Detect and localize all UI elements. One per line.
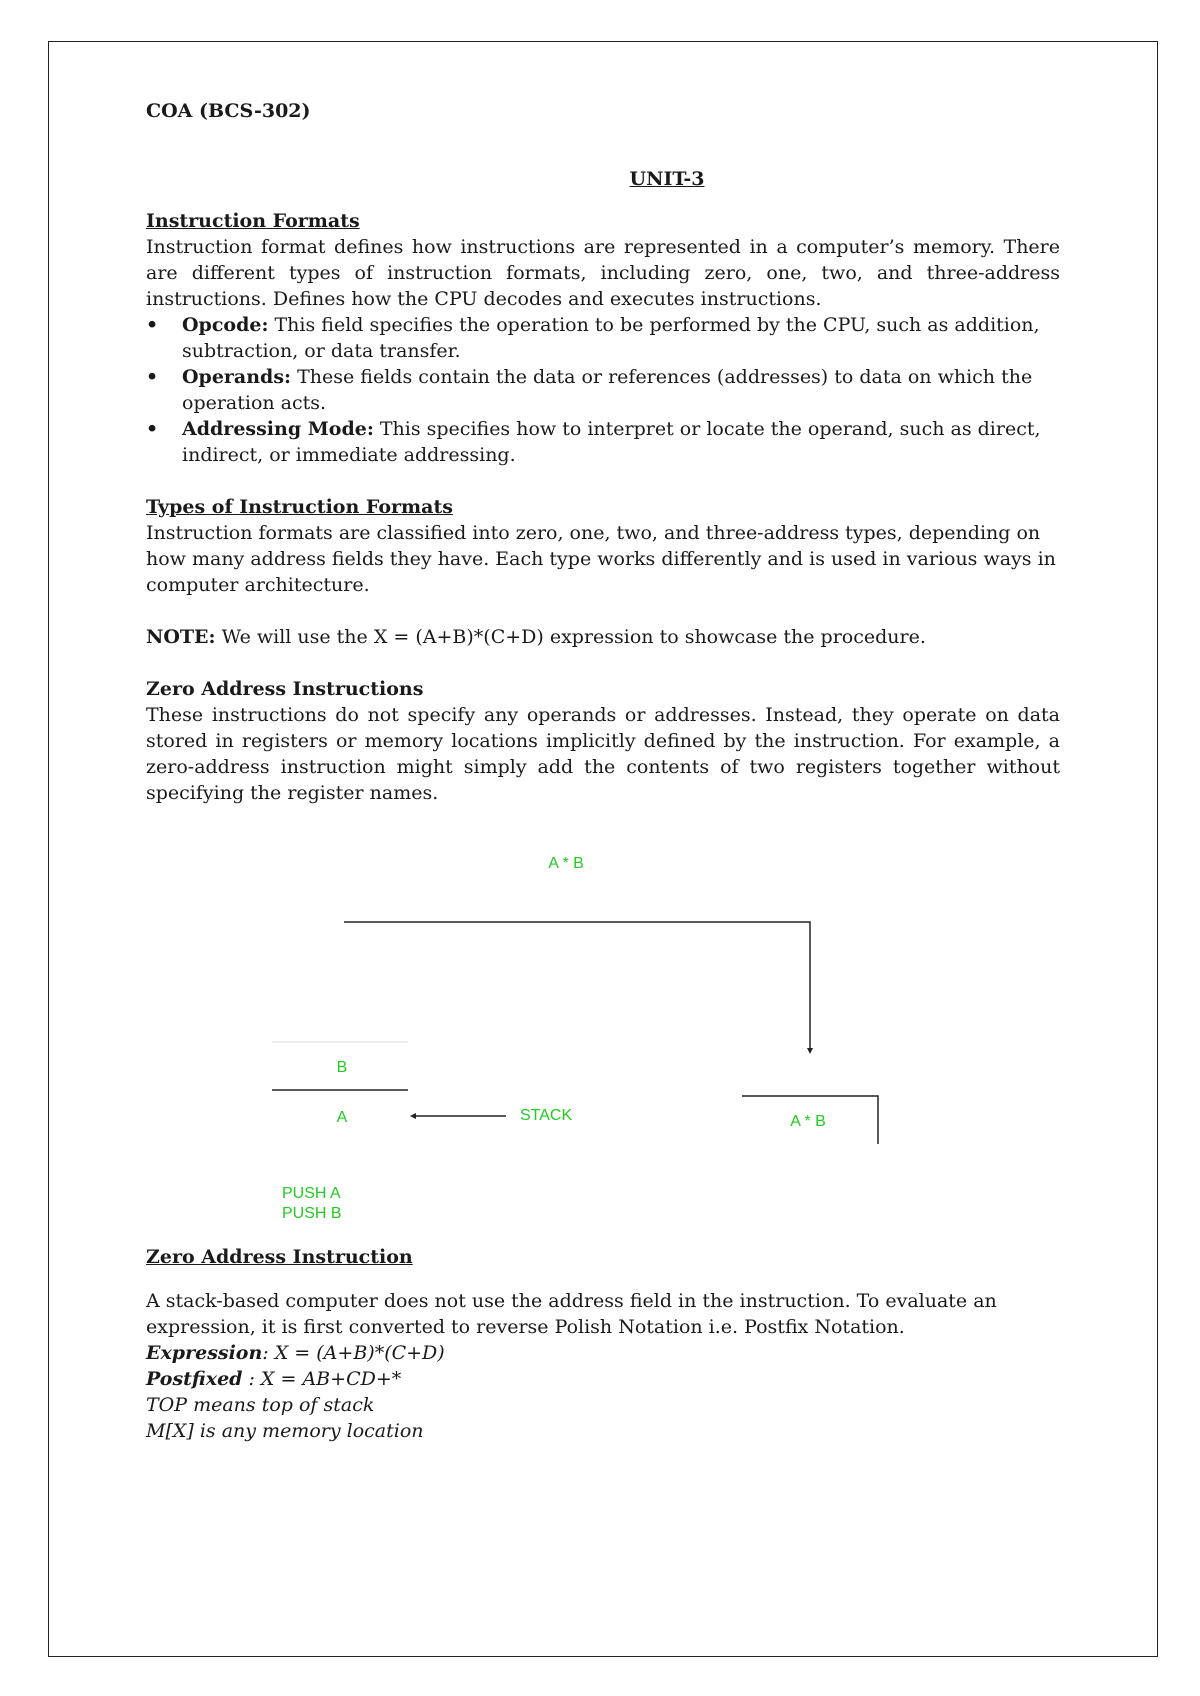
list-item [146, 312, 1060, 364]
term-opcode: Opcode: [182, 314, 269, 336]
desc-operands: These fields contain the data or references (addresses) to data on which the operation acts. [182, 366, 1033, 414]
term-addressing-mode: Addressing Mode: [182, 418, 374, 440]
postfixed-label: Postfixed [146, 1368, 243, 1390]
desc-addressing-mode: This specifies how to interpret or locate the operand, such as direct, indirect, or immediate addressing. [182, 418, 1041, 466]
stack-based-text: A stack-based computer does not use the address field in the instruction. To evaluate an expression, it is first converted to reverse Polish Notation i.e. Postfix Notation. [146, 1290, 997, 1338]
list-item [146, 364, 1060, 416]
push-b-label: PUSH B [282, 1205, 342, 1222]
expression-line [146, 1340, 1060, 1366]
arrowhead-icon [410, 1113, 416, 1119]
unit-title: UNIT-3 [629, 168, 705, 190]
desc-opcode: This field specifies the operation to be performed by the CPU, such as addition, subtraction, or data transfer. [182, 314, 1040, 362]
zero-address-text: These instructions do not specify any operands or addresses. Instead, they operate on data stored in registers or memory locations implicitly defined by the instruction. For example, a zero-address instruction might simply add the contents of two registers together without specifying the register names. [146, 704, 1060, 804]
heading-zero-address-instruction: Zero Address Instruction [146, 1246, 413, 1268]
memory-note: M[X] is any memory location [146, 1420, 424, 1442]
result-label: A * B [790, 1113, 826, 1130]
bullet-icon: • [146, 418, 159, 440]
arrowhead-icon [807, 1048, 813, 1054]
stack-diagram [146, 814, 1060, 1244]
push-a-label: PUSH A [282, 1185, 341, 1202]
bullet-icon: • [146, 314, 159, 336]
stack-cell-b: B [336, 1059, 348, 1076]
course-code: COA (BCS-302) [146, 100, 311, 122]
types-of-formats-text: Instruction formats are classified into zero, one, two, and three-address types, depending on how many address fields they have. Each type works differently and is used in various ways in computer architecture. [146, 522, 1056, 596]
note [146, 624, 1060, 650]
stack-label: STACK [520, 1107, 573, 1124]
result-arrow-line [344, 922, 810, 1048]
top-note: TOP means top of stack [146, 1394, 375, 1416]
document-body [146, 98, 1060, 1444]
instruction-formats-intro: Instruction format defines how instructions are represented in a computer’s memory. There are different types of instruction formats, including zero, one, two, and three-address instructions. Defines how the CPU decodes and executes instructions. [146, 236, 1060, 310]
list-item [146, 416, 1060, 468]
diagram-top-label: A * B [548, 855, 584, 872]
expression-label: Expression [146, 1342, 263, 1364]
note-text: We will use the X = (A+B)*(C+D) expression to showcase the procedure. [215, 626, 926, 648]
stack-diagram-svg [0, 814, 1200, 1244]
note-label: NOTE: [146, 626, 216, 648]
heading-instruction-formats: Instruction Formats [146, 210, 360, 232]
bullet-icon: • [146, 366, 159, 388]
field-list [146, 312, 1060, 468]
heading-types-of-formats: Types of Instruction Formats [146, 496, 453, 518]
heading-zero-address-instructions: Zero Address Instructions [146, 678, 424, 700]
postfixed-line [146, 1366, 1060, 1392]
stack-cell-a: A [336, 1109, 348, 1126]
term-operands: Operands: [182, 366, 292, 388]
expression-value: : X = (A+B)*(C+D) [262, 1342, 445, 1364]
postfixed-value: : X = AB+CD+* [242, 1368, 402, 1390]
